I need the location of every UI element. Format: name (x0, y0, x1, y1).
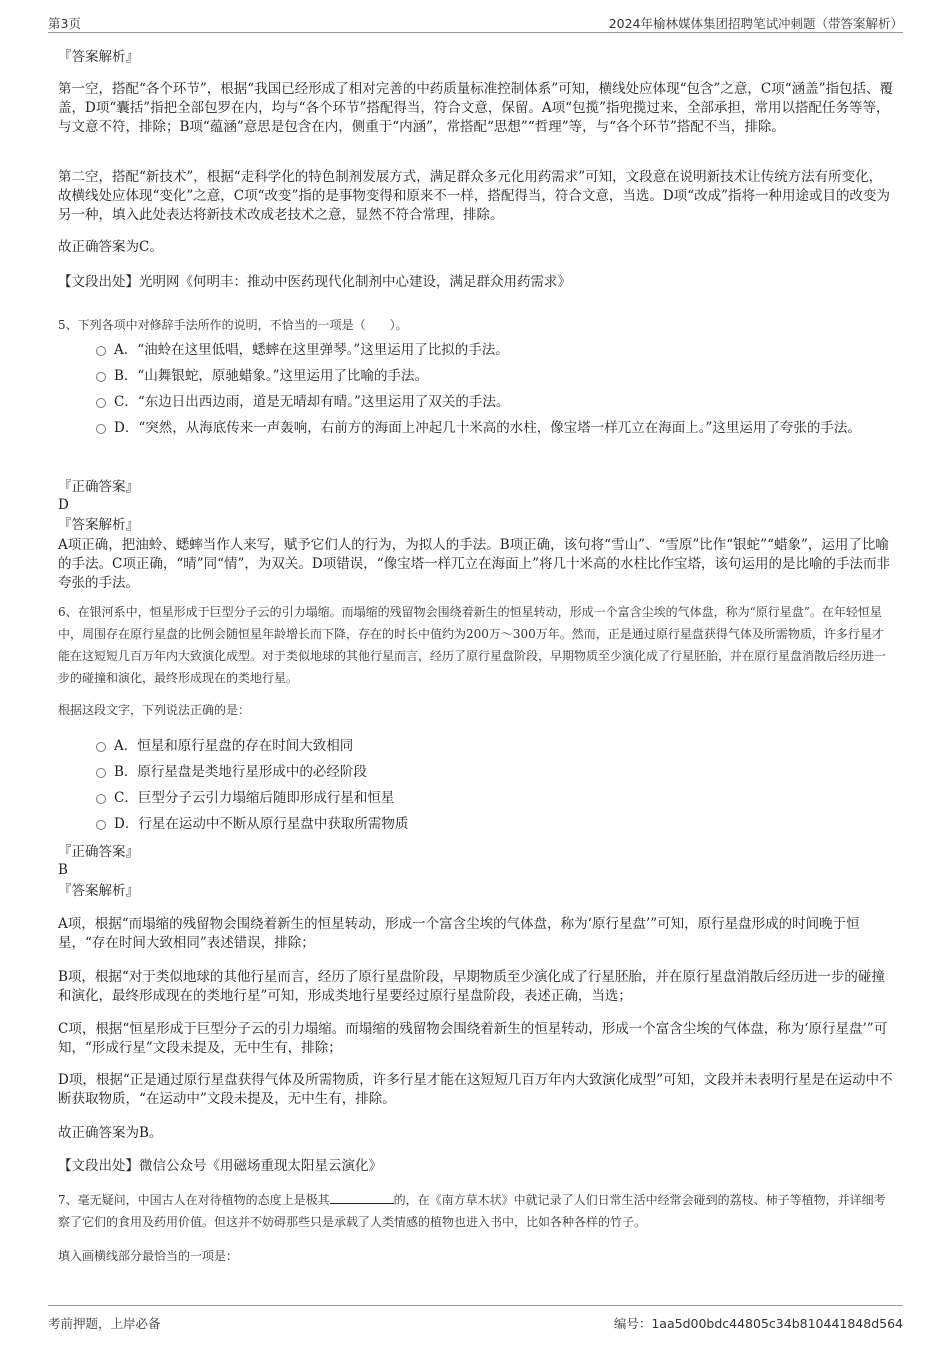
q5-option-a-text: A．“油蛉在这里低唱，蟋蟀在这里弹琴。”这里运用了比拟的手法。 (114, 342, 509, 358)
radio-icon[interactable] (96, 794, 106, 804)
q6-analysis-b: B项，根据“对于类似地球的其他行星而言，经历了原行星盘阶段，早期物质至少演化成了行星胚胎，并在原行星盘消散后经历进一步的碰撞和演化，最终形成现在的类地行星”可知，形成类地行星要经过原行星盘阶段，表述正确，当选； (58, 969, 885, 1004)
q5-option-c[interactable] (96, 392, 896, 413)
q6-conclusion: 故正确答案为B。 (58, 1125, 163, 1141)
q6-analysis-d: D项，根据“正是通过原行星盘获得气体及所需物质，许多行星才能在这短短几百万年内大致演化成型”可知，文段并未表明行星是在运动中不断获取物质，“在运动中”文段未提及，无中生有，排除。 (58, 1072, 893, 1107)
document-title: 2024年榆林媒体集团招聘笔试冲刺题（带答案解析） (608, 16, 903, 31)
q6-option-b[interactable] (96, 762, 876, 783)
radio-icon[interactable] (96, 424, 106, 434)
q6-option-b-text: B．原行星盘是类地行星形成中的必经阶段 (114, 764, 367, 780)
q7-stem-after: 的，在《南方草木状》中就记录了人们日常生活中经常会碰到的荔枝、柿子等植物，并详细考察了它们的食用及药用价值。但这并不妨碍那些只是承载了人类情感的植物也进入书中，比如各种各样的竹子。 (58, 1193, 886, 1229)
q6-analysis-c: C项，根据“恒星形成于巨型分子云的引力塌缩。而塌缩的残留物会围绕着新生的恒星转动，形成一个富含尘埃的气体盘，称为‘原行星盘’”可知，“形成行星”文段未提及，无中生有，排除； (58, 1021, 888, 1056)
document-id-code: 1aa5d00bdc44805c34b810441848d564 (651, 1316, 903, 1331)
q6-option-a-text: A．恒星和原行星盘的存在时间大致相同 (114, 738, 354, 754)
q5-stem: 5、下列各项中对修辞手法所作的说明，不恰当的一项是（ ）。 (58, 318, 408, 332)
radio-icon[interactable] (96, 398, 106, 408)
q5-option-b[interactable] (96, 366, 896, 387)
q6-stem: 6、在银河系中，恒星形成于巨型分子云的引力塌缩。而塌缩的残留物会围绕着新生的恒星转动，形成一个富含尘埃的气体盘，称为“原行星盘”。在年轻恒星中，周围存在原行星盘的比例会随恒星年龄增长而下降，存在的时长中值约为200万～300万年。然而，正是通过原行星盘获得气体及所需物质，许多行星才能在这短短几百万年内大致演化成型。对于类似地球的其他行星而言，经历了原行星盘阶段，早期物质至少演化成了行星胚胎，并在原行星盘消散后经历进一步的碰撞和演化，最终形成现在的类地行星。 (58, 605, 887, 685)
q7-prompt: 填入画横线部分最恰当的一项是： (58, 1249, 239, 1263)
q7-stem (58, 1189, 894, 1233)
q4-source: 【文段出处】光明网《何明丰：推动中医药现代化制剂中心建设，满足群众用药需求》 (58, 274, 571, 290)
document-id (614, 1314, 903, 1332)
document-id-label: 编号： (613, 1316, 652, 1331)
q6-analysis-a: A项，根据“而塌缩的残留物会围绕着新生的恒星转动，形成一个富含尘埃的气体盘，称为‘原行星盘’”可知，原行星盘形成的时间晚于恒星，“存在时间大致相同”表述错误，排除； (58, 916, 860, 951)
radio-icon[interactable] (96, 346, 106, 356)
q4-analysis-para1: 第一空，搭配“各个环节”，根据“我国已经形成了相对完善的中药质量标准控制体系”可知，横线处应体现“包含”之意，C项“涵盖”指包括、覆盖，D项“囊括”指把全部包罗在内，均与“各个环节”搭配得当，符合文意，保留。A项“包揽”指兜揽过来，全部承担，常用以搭配任务等等，与文意不符，排除；B项“蕴涵”意思是包含在内，侧重于“内涵”，常搭配“思想”“哲理”等，与“各个环节”搭配不当，排除。 (58, 81, 894, 135)
footer-note: 考前押题，上岸必备 (48, 1316, 161, 1331)
radio-icon[interactable] (96, 742, 106, 752)
q5-option-d-text: D．“突然，从海底传来一声轰响，右前方的海面上冲起几十米高的水柱，像宝塔一样兀立在海面上。”这里运用了夸张的手法。 (114, 420, 861, 436)
q6-answer-label: 『正确答案』 (58, 844, 139, 860)
radio-icon[interactable] (96, 820, 106, 830)
q6-option-d[interactable] (96, 814, 876, 835)
q5-analysis-label: 『答案解析』 (58, 517, 139, 533)
q7-stem-before: 7、毫无疑问，中国古人在对待植物的态度上是极其 (58, 1193, 330, 1207)
q6-answer: B (58, 862, 68, 878)
page-header (48, 12, 903, 33)
q5-answer-label: 『正确答案』 (58, 479, 139, 495)
q6-analysis-label: 『答案解析』 (58, 883, 139, 899)
fill-blank (330, 1191, 394, 1204)
page-footer (48, 1305, 903, 1336)
q5-answer: D (58, 497, 69, 513)
q6-option-a[interactable] (96, 736, 876, 757)
radio-icon[interactable] (96, 372, 106, 382)
q5-option-c-text: C．“东边日出西边雨，道是无晴却有晴。”这里运用了双关的手法。 (114, 394, 510, 410)
q6-option-c-text: C．巨型分子云引力塌缩后随即形成行星和恒星 (114, 790, 395, 806)
q4-conclusion: 故正确答案为C。 (58, 239, 163, 255)
q5-option-b-text: B．“山舞银蛇，原驰蜡象。”这里运用了比喻的手法。 (114, 368, 428, 384)
q6-prompt: 根据这段文字，下列说法正确的是： (58, 703, 251, 717)
q4-analysis-label: 『答案解析』 (58, 49, 139, 65)
q6-source: 【文段出处】微信公众号《用磁场重现太阳星云演化》 (58, 1158, 382, 1174)
q6-option-d-text: D．行星在运动中不断从原行星盘中获取所需物质 (114, 816, 409, 832)
q5-option-a[interactable] (96, 340, 896, 361)
q4-analysis-para2: 第二空，搭配“新技术”，根据“走科学化的特色制剂发展方式，满足群众多元化用药需求”可知，文段意在说明新技术让传统方法有所变化，故横线处应体现“变化”之意，C项“改变”指的是事物变得和原来不一样，搭配得当，符合文意，当选。D项“改成”指将一种用途或目的改变为另一种，填入此处表达将新技术改成老技术之意，显然不符合常理，排除。 (58, 169, 891, 223)
q6-option-c[interactable] (96, 788, 876, 809)
q5-option-d[interactable] (96, 418, 896, 439)
radio-icon[interactable] (96, 768, 106, 778)
page-number: 第3页 (48, 16, 81, 31)
q5-analysis: A项正确，把油蛉、蟋蟀当作人来写，赋予它们人的行为，为拟人的手法。B项正确，该句将“雪山”、“雪原”比作“银蛇”“蜡象”，运用了比喻的手法。C项正确，“晴”同“情”，为双关。D项错误，“像宝塔一样兀立在海面上”将几十米高的水柱比作宝塔，该句运用的是比喻的手法而非夸张的手法。 (58, 537, 891, 591)
